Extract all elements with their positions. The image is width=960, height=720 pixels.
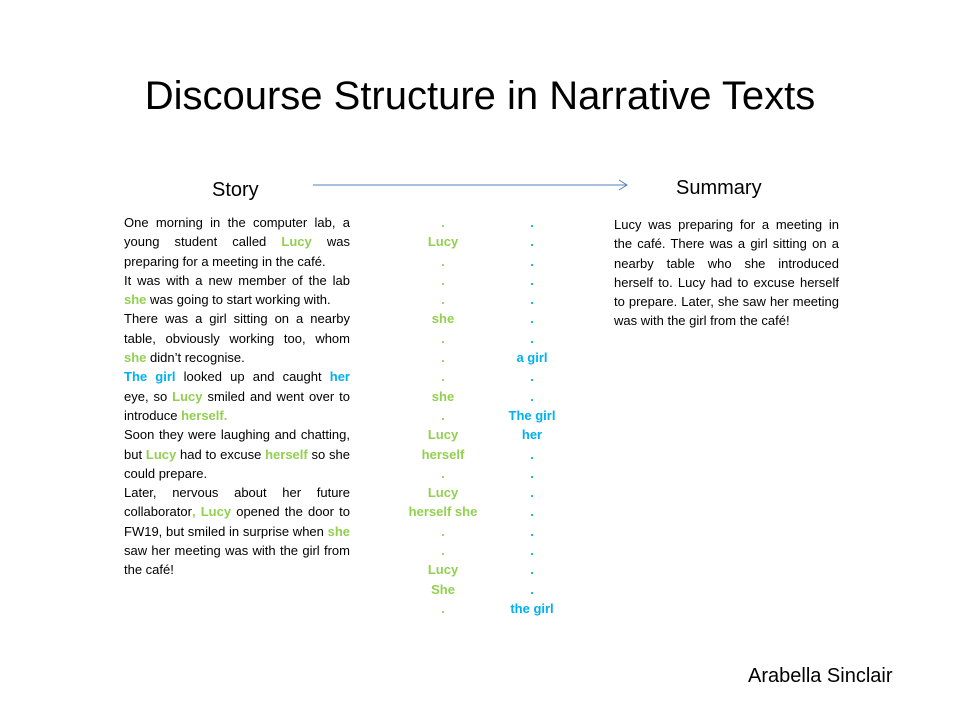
entity-mention: . bbox=[530, 369, 534, 385]
page-title: Discourse Structure in Narrative Texts bbox=[144, 74, 816, 118]
entity-mention: herself she bbox=[408, 504, 478, 520]
green-entity-column bbox=[393, 213, 493, 618]
entity-mention: . bbox=[530, 234, 534, 250]
summary-heading: Summary bbox=[676, 177, 762, 199]
entity-mention: . bbox=[441, 523, 445, 539]
arrow-right-icon bbox=[313, 177, 633, 193]
entity-mention: . bbox=[530, 388, 534, 404]
entity-mention: . bbox=[530, 330, 534, 346]
entity-mention: She bbox=[431, 581, 455, 597]
entity-mention: . bbox=[530, 311, 534, 327]
entity-mention: . bbox=[441, 369, 445, 385]
entity-mention: The girl bbox=[508, 407, 556, 423]
story-paragraph: There was a girl sitting on a nearby table, obviously working too, whom she didn’t recognise. bbox=[124, 311, 350, 366]
entity-mention: . bbox=[530, 465, 534, 481]
story-paragraph: Later, nervous about her future collaborator, Lucy opened the door to FW19, but smiled in surprise when she saw her meeting was with the girl from the café! bbox=[124, 485, 350, 578]
entity-mention: . bbox=[530, 581, 534, 597]
entity-mention: Lucy bbox=[427, 234, 459, 250]
entity-mention: . bbox=[530, 485, 534, 501]
entity-mention: . bbox=[441, 292, 445, 308]
entity-mention: . bbox=[441, 465, 445, 481]
entity-mention: a girl bbox=[516, 350, 548, 366]
entity-mention: Lucy bbox=[427, 562, 459, 578]
entity-mention: . bbox=[441, 215, 445, 230]
entity-mention: she bbox=[431, 388, 455, 404]
entity-mention: . bbox=[530, 446, 534, 462]
entity-mention: . bbox=[530, 504, 534, 520]
entity-mention: . bbox=[441, 350, 445, 366]
entity-mention: . bbox=[530, 562, 534, 578]
entity-mention: . bbox=[441, 272, 445, 288]
entity-mention: Lucy bbox=[427, 427, 459, 443]
story-paragraph: It was with a new member of the lab she was going to start working with. bbox=[124, 272, 350, 308]
entity-mention: she bbox=[431, 311, 455, 327]
entity-mention: . bbox=[530, 523, 534, 539]
author-name: Arabella Sinclair bbox=[748, 665, 893, 687]
entity-mention: . bbox=[441, 600, 445, 616]
entity-mention: . bbox=[530, 292, 534, 308]
entity-mention: . bbox=[441, 543, 445, 559]
story-text bbox=[124, 213, 350, 580]
entity-mention: the girl bbox=[510, 600, 554, 616]
blue-entity-column bbox=[482, 213, 582, 618]
entity-mention: . bbox=[530, 253, 534, 269]
entity-mention: . bbox=[530, 272, 534, 288]
story-paragraph: The girl looked up and caught her eye, so Lucy smiled and went over to introduce herself. bbox=[124, 369, 351, 423]
story-paragraph: Soon they were laughing and chatting, but Lucy had to excuse herself so she could prepare. bbox=[124, 427, 351, 481]
entity-mention: . bbox=[441, 330, 445, 346]
entity-mention: her bbox=[521, 427, 543, 443]
story-heading: Story bbox=[212, 179, 259, 201]
summary-text: Lucy was preparing for a meeting in the café. There was a girl sitting on a nearby table who she introduced herself to. Lucy had to excuse herself to prepare. Later, she saw her meeting was with the girl from the café! bbox=[614, 217, 839, 329]
entity-mention: herself bbox=[421, 446, 465, 462]
story-paragraph: One morning in the computer lab, a young student called Lucy was preparing for a meeting in the café. bbox=[124, 215, 350, 269]
entity-mention: . bbox=[530, 543, 534, 559]
entity-mention: . bbox=[441, 253, 445, 269]
entity-mention: . bbox=[530, 215, 534, 230]
entity-mention: . bbox=[441, 407, 445, 423]
entity-mention: Lucy bbox=[427, 485, 459, 501]
